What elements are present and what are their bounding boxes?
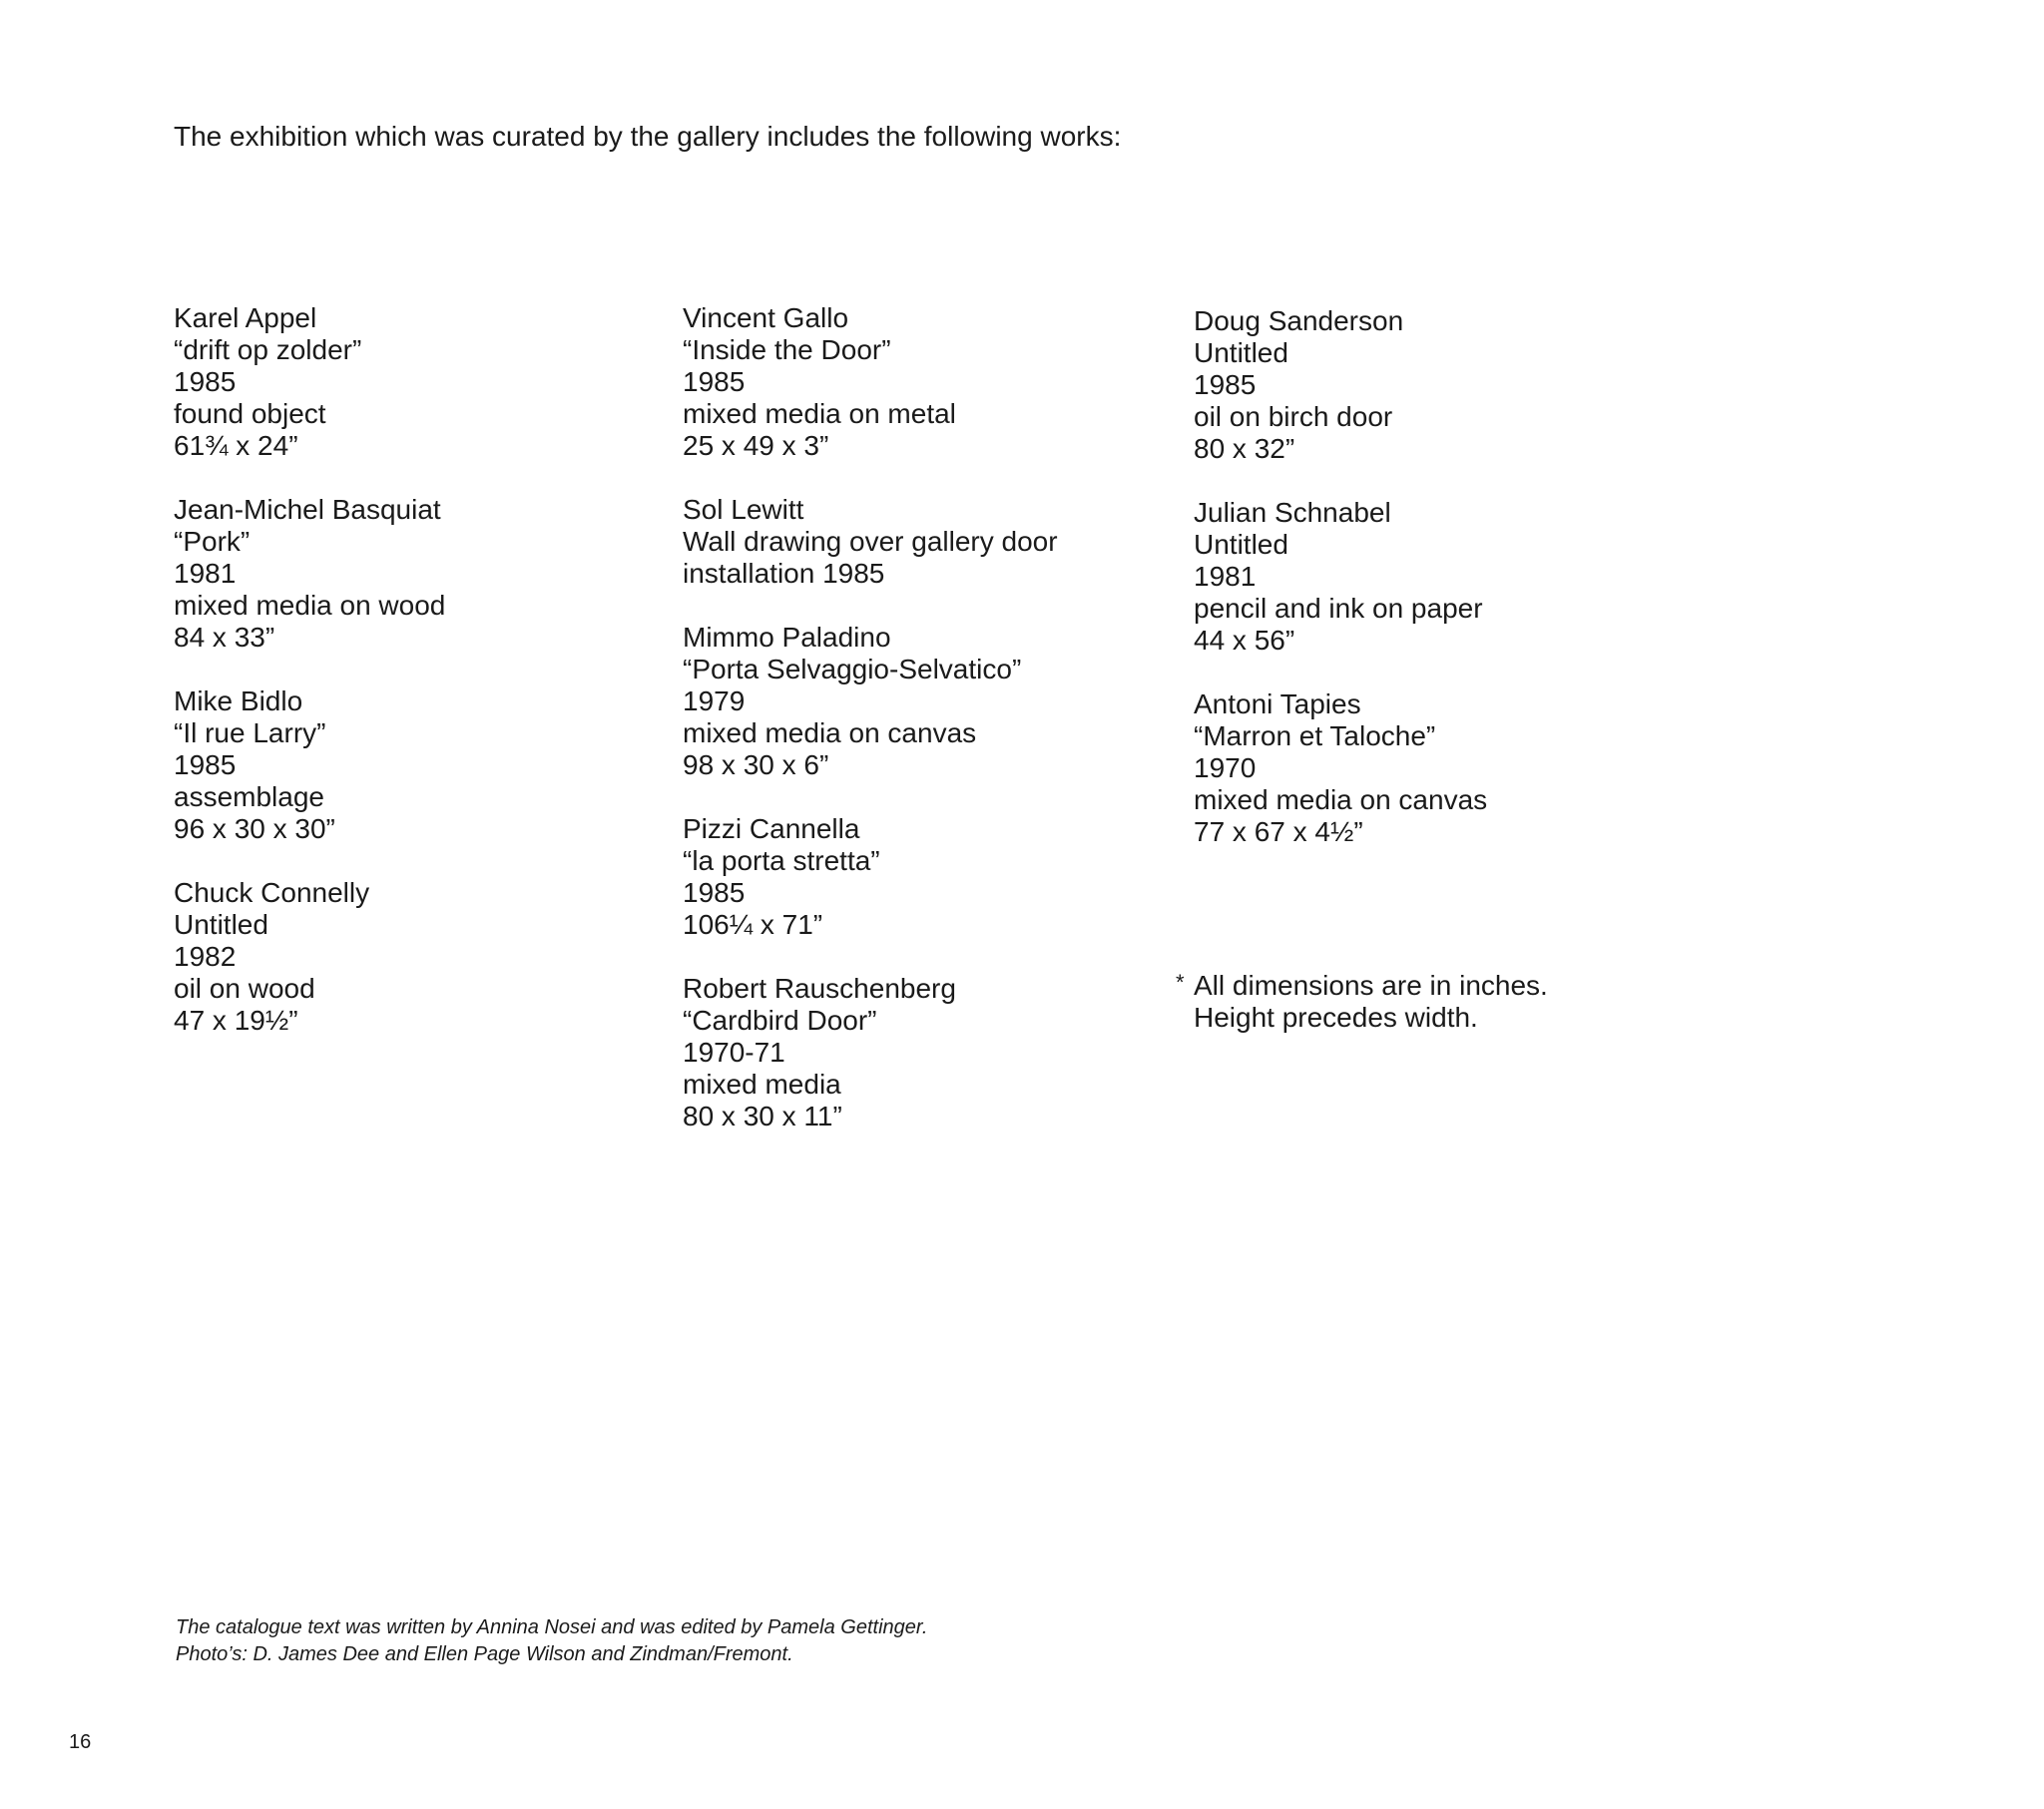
work-year: 1981 (174, 558, 237, 589)
artist-name: Vincent Gallo (683, 302, 849, 333)
footnote-text: All dimensions are in inches. (1194, 970, 1548, 1001)
work-dimensions: 80 x 30 x 11” (683, 1101, 842, 1131)
credits-photo-line: Photo’s: D. James Dee and Ellen Page Wilson and Zindman/Fremont. (176, 1643, 793, 1665)
work-title: Untitled (1194, 337, 1288, 368)
artist-name: Chuck Connelly (174, 877, 370, 908)
artist-name: Doug Sanderson (1194, 305, 1404, 336)
artist-name: Jean-Michel Basquiat (174, 494, 441, 525)
work-entry (683, 973, 1162, 1132)
artist-name: Robert Rauschenberg (683, 973, 956, 1004)
work-year: 1985 (174, 749, 237, 780)
work-year: 1970-71 (683, 1037, 785, 1068)
work-year: installation 1985 (683, 558, 885, 589)
work-year: 1985 (683, 366, 746, 397)
work-dimensions: 96 x 30 x 30” (174, 813, 335, 844)
works-column-3 (1194, 305, 1673, 880)
work-medium: mixed media (683, 1069, 841, 1100)
work-medium: mixed media on canvas (683, 717, 977, 748)
work-dimensions: 84 x 33” (174, 622, 275, 653)
work-medium: mixed media on wood (174, 590, 446, 621)
artist-name: Sol Lewitt (683, 494, 804, 525)
work-entry (174, 685, 653, 845)
work-year: 1981 (1194, 561, 1257, 592)
work-title: “Il rue Larry” (174, 717, 326, 748)
work-year: 1985 (174, 366, 237, 397)
artist-name: Antoni Tapies (1194, 688, 1361, 719)
work-year: 1985 (683, 877, 746, 908)
work-dimensions: 77 x 67 x 4½” (1194, 816, 1363, 847)
intro-text: The exhibition which was curated by the gallery includes the following works: (174, 121, 1122, 152)
artist-name: Pizzi Cannella (683, 813, 860, 844)
works-column-2 (683, 302, 1162, 1164)
work-entry (1194, 688, 1673, 848)
work-title: Wall drawing over gallery door (683, 526, 1058, 557)
work-title: “Inside the Door” (683, 334, 891, 365)
work-title: “Pork” (174, 526, 251, 557)
work-entry (174, 877, 653, 1037)
work-medium: oil on birch door (1194, 401, 1393, 432)
artist-name: Julian Schnabel (1194, 497, 1391, 528)
work-entry (683, 494, 1162, 590)
work-entry (683, 622, 1162, 781)
work-title: “la porta stretta” (683, 845, 880, 876)
artist-name: Karel Appel (174, 302, 317, 333)
works-column-1 (174, 302, 653, 1069)
dimensions-footnote (1176, 970, 1548, 1034)
work-dimensions: 44 x 56” (1194, 625, 1295, 656)
work-year: 1979 (683, 685, 746, 716)
artist-name: Mimmo Paladino (683, 622, 891, 653)
work-entry (1194, 497, 1673, 657)
work-dimensions: 61¾ x 24” (174, 430, 298, 461)
work-title: “Marron et Taloche” (1194, 720, 1436, 751)
work-dimensions: 98 x 30 x 6” (683, 749, 829, 780)
work-title: Untitled (174, 909, 268, 940)
catalogue-credits (176, 1614, 927, 1668)
footnote-line-2: Height precedes width. (1194, 1002, 1478, 1033)
work-entry (174, 494, 653, 654)
work-title: Untitled (1194, 529, 1288, 560)
work-title: “drift op zolder” (174, 334, 362, 365)
work-medium: found object (174, 398, 326, 429)
work-year: 1985 (1194, 369, 1257, 400)
work-medium: pencil and ink on paper (1194, 593, 1483, 624)
work-medium: assemblage (174, 781, 324, 812)
work-title: “Porta Selvaggio-Selvatico” (683, 654, 1022, 684)
artist-name: Mike Bidlo (174, 685, 303, 716)
work-medium: oil on wood (174, 973, 315, 1004)
work-entry (1194, 305, 1673, 465)
work-dimensions: 106¼ x 71” (683, 909, 823, 940)
work-dimensions: 80 x 32” (1194, 433, 1295, 464)
work-dimensions: 25 x 49 x 3” (683, 430, 829, 461)
page-number: 16 (69, 1731, 92, 1753)
credits-text-line: The catalogue text was written by Annina Nosei and was edited by Pamela Gettinger. (176, 1616, 928, 1638)
work-year: 1970 (1194, 752, 1257, 783)
work-entry (174, 302, 653, 462)
work-entry (683, 302, 1162, 462)
work-entry (683, 813, 1162, 941)
work-dimensions: 47 x 19½” (174, 1005, 298, 1036)
footnote-line (1176, 970, 1548, 1002)
footnote-asterisk: * (1176, 970, 1185, 995)
work-title: “Cardbird Door” (683, 1005, 877, 1036)
work-medium: mixed media on canvas (1194, 784, 1488, 815)
work-medium: mixed media on metal (683, 398, 956, 429)
work-year: 1982 (174, 941, 237, 972)
